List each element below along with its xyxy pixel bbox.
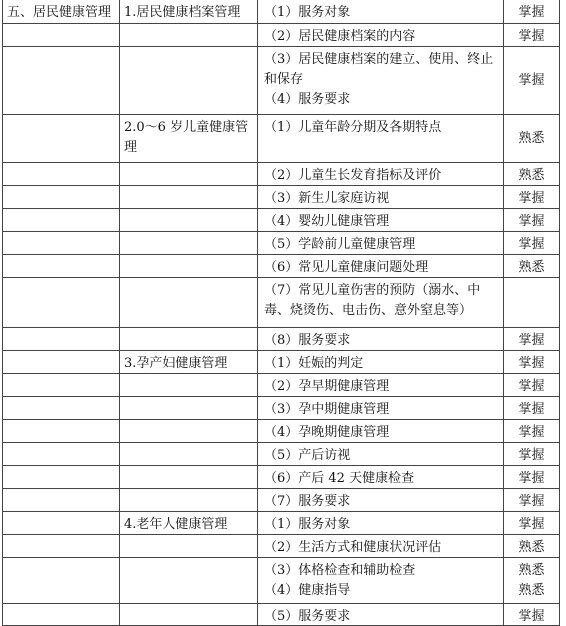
topic-cell [120,535,258,558]
topic-cell [120,24,258,47]
content-cell-line: （4）服务要求 [264,92,351,107]
requirement-cell-line: 掌握 [518,402,545,417]
section-cell [2,255,120,278]
topic-cell [120,209,258,232]
section-cell [2,466,120,489]
requirement-cell [504,604,560,626]
requirement-cell [504,397,560,420]
requirement-cell [504,232,560,255]
requirement-cell [504,255,560,278]
section-cell [2,232,120,255]
requirement-cell-line: 掌握 [518,29,545,44]
requirement-cell-line: 掌握 [518,494,545,509]
section-cell [2,489,120,512]
content-cell [258,443,504,466]
section-cell [2,278,120,328]
requirement-cell-line: 掌握 [518,609,545,624]
table-row [2,278,562,328]
requirement-cell [504,374,560,397]
requirement-cell [504,278,560,328]
topic-cell [120,163,258,186]
requirement-cell [504,512,560,535]
topic-cell [120,255,258,278]
requirement-cell-line: 掌握 [518,517,545,532]
content-cell-line: （2）孕早期健康管理 [264,379,390,394]
requirement-cell [504,0,560,24]
requirement-cell [504,24,560,47]
syllabus-table [2,0,562,626]
content-cell [258,24,504,47]
requirement-cell-line: 掌握 [518,425,545,440]
content-cell [258,278,504,328]
requirement-cell-line: 熟悉 [518,563,545,578]
requirement-cell-line: 熟悉 [518,130,545,146]
table-row [2,186,562,209]
section-cell: 五、居民健康管理 [2,0,120,24]
content-cell-line: （1）服务对象 [264,5,351,20]
table-row [2,489,562,512]
content-cell-line: （4）婴幼儿健康管理 [264,214,390,229]
table-row [2,232,562,255]
topic-cell: 1.居民健康档案管理 [120,0,258,24]
table-row [2,328,562,351]
content-cell-line: （3）体格检查和辅助检查 [264,563,416,578]
topic-cell: 4.老年人健康管理 [120,512,258,535]
topic-cell [120,558,258,604]
topic-cell: 3.孕产妇健康管理 [120,351,258,374]
table-row [2,397,562,420]
content-cell-line: （1）儿童年龄分期及各期特点 [264,120,442,135]
section-cell [2,209,120,232]
table-row [2,443,562,466]
requirement-cell [504,558,560,604]
section-cell [2,186,120,209]
content-cell [258,255,504,278]
content-cell [258,351,504,374]
requirement-cell-line: 掌握 [518,72,545,88]
requirement-cell-line: 熟悉 [518,260,545,275]
table-row [2,47,562,115]
requirement-cell [504,115,560,163]
content-cell-line: （5）学龄前儿童健康管理 [264,237,416,252]
topic-cell [120,443,258,466]
requirement-cell-line: 掌握 [518,214,545,229]
content-cell-line: （3）新生儿家庭访视 [264,191,390,206]
content-cell-line: （4）孕晚期健康管理 [264,425,390,440]
topic-cell [120,278,258,328]
section-cell [2,535,120,558]
requirement-cell-line: 掌握 [518,5,545,20]
table-row [2,604,562,626]
section-cell [2,24,120,47]
section-cell [2,351,120,374]
content-cell [258,466,504,489]
requirement-cell-line: 掌握 [518,448,545,463]
topic-cell [120,466,258,489]
content-cell-line: （7）服务要求 [264,494,351,509]
content-cell [258,489,504,512]
topic-cell [120,420,258,443]
content-cell-line: （6）常见儿童健康问题处理 [264,260,429,275]
table-row [2,512,562,535]
content-cell-line: （7）常见儿童伤害的预防（溺水、中毒、烧烫伤、电击伤、意外窒息等） [264,283,481,318]
requirement-cell [504,466,560,489]
table-row [2,351,562,374]
table-row [2,466,562,489]
requirement-cell-line: 掌握 [518,237,545,252]
requirement-cell [504,163,560,186]
topic-cell: 2.0～6 岁儿童健康管理 [120,115,258,163]
requirement-cell [504,328,560,351]
requirement-cell-line: 掌握 [518,356,545,371]
table-row [2,255,562,278]
table-row [2,24,562,47]
content-cell-line: （3）孕中期健康管理 [264,402,390,417]
requirement-cell [504,443,560,466]
requirement-cell-line: 掌握 [518,471,545,486]
topic-cell [120,374,258,397]
content-cell [258,47,504,115]
section-cell [2,163,120,186]
content-cell-line: （2）居民健康档案的内容 [264,29,416,44]
content-cell-line: （5）产后访视 [264,448,351,463]
content-cell [258,420,504,443]
content-cell [258,397,504,420]
requirement-cell [504,186,560,209]
requirement-cell-line: 熟悉 [518,168,545,183]
content-cell [258,0,504,24]
table-row [2,558,562,604]
section-cell [2,328,120,351]
content-cell-line: （2）生活方式和健康状况评估 [264,540,442,555]
content-cell [258,232,504,255]
requirement-cell [504,489,560,512]
content-cell-line: （4）健康指导 [264,583,351,598]
content-cell [258,558,504,604]
table-row [2,535,562,558]
content-cell-line: （3）居民健康档案的建立、使用、终止和保存 [264,52,494,87]
table-row [2,374,562,397]
content-cell-line: （2）儿童生长发育指标及评价 [264,168,442,183]
requirement-cell-line: 掌握 [518,333,545,348]
content-cell-line: （6）产后 42 天健康检查 [264,471,415,486]
section-cell [2,558,120,604]
topic-cell [120,397,258,420]
content-cell [258,374,504,397]
content-cell [258,209,504,232]
requirement-cell [504,420,560,443]
section-cell [2,47,120,115]
requirement-cell [504,47,560,115]
requirement-cell-line: 掌握 [518,191,545,206]
topic-cell [120,47,258,115]
requirement-cell [504,535,560,558]
section-cell [2,374,120,397]
content-cell [258,535,504,558]
content-cell [258,328,504,351]
content-cell [258,163,504,186]
content-cell [258,604,504,626]
topic-cell [120,489,258,512]
table-row [2,0,562,24]
section-cell [2,397,120,420]
topic-cell [120,232,258,255]
table-row [2,420,562,443]
topic-cell [120,604,258,626]
requirement-cell-line: 熟悉 [518,540,545,555]
table-row [2,209,562,232]
requirement-cell-line: 掌握 [518,379,545,394]
section-cell [2,115,120,163]
content-cell-line: （1）服务对象 [264,517,351,532]
section-cell [2,604,120,626]
requirement-cell-line: 熟悉 [518,583,545,598]
table-row [2,163,562,186]
content-cell [258,186,504,209]
content-cell [258,512,504,535]
section-cell [2,420,120,443]
table-row [2,115,562,163]
section-cell [2,512,120,535]
content-cell-line: （1）妊娠的判定 [264,356,364,371]
topic-cell [120,186,258,209]
content-cell-line: （8）服务要求 [264,333,351,348]
content-cell-line: （5）服务要求 [264,609,351,624]
requirement-cell [504,351,560,374]
section-cell [2,443,120,466]
content-cell [258,115,504,163]
requirement-cell [504,209,560,232]
topic-cell [120,328,258,351]
